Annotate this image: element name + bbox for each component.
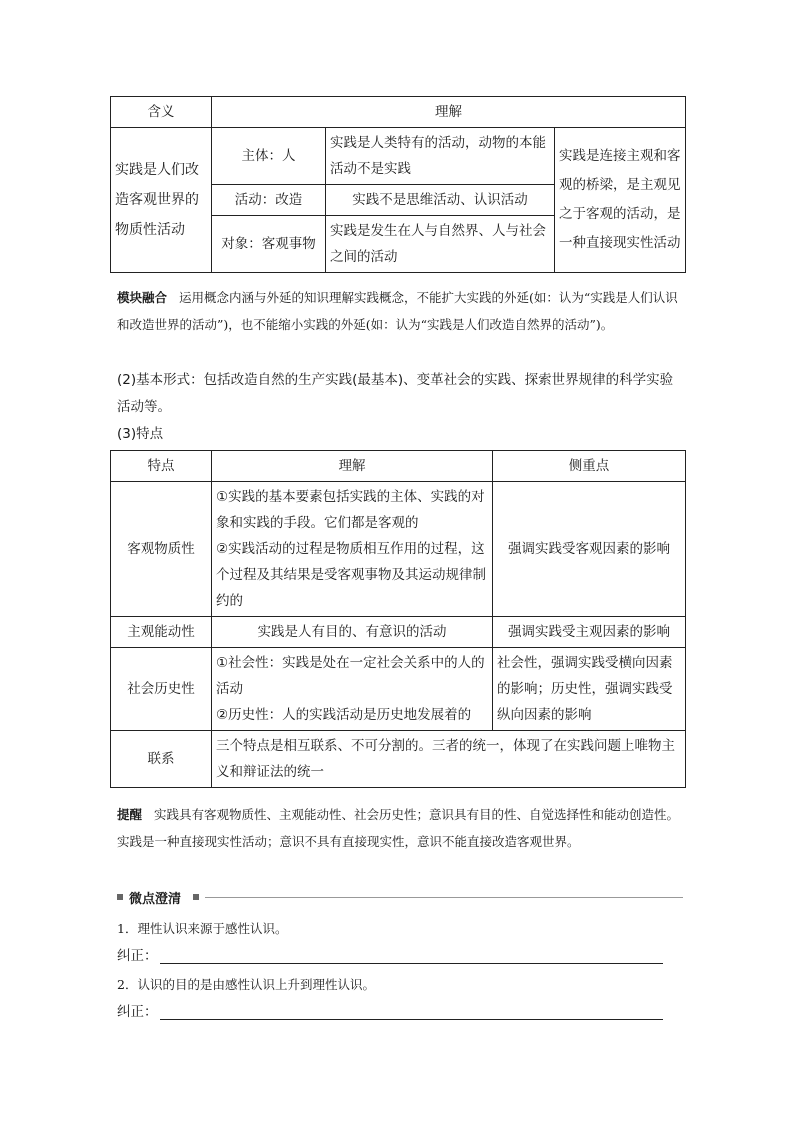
table1-row-label: 主体：人 <box>212 128 326 185</box>
practice-meaning-table <box>110 96 686 273</box>
answer-blank-line[interactable] <box>160 963 663 964</box>
features-heading: (3)特点 <box>117 426 164 442</box>
reminder-text: 实践具有客观物质性、主观能动性、社会历史性；意识具有目的性、自觉选择性和能动创造性。实践是一种直接现实性活动；意识不具有直接现实性，意识不能直接改造客观世界。 <box>117 807 679 849</box>
table1-meaning-cell: 实践是人们改造客观世界的物质性活动 <box>111 128 212 273</box>
table2-focus-cell: 强调实践受主观因素的影响 <box>493 617 686 648</box>
module-note-label: 模块融合 <box>117 290 168 305</box>
table2-line: ①社会性：实践是处在一定社会关系中的人的活动 <box>216 655 485 697</box>
answer-blank-line[interactable] <box>160 1019 663 1020</box>
table1-row-text: 实践是人类特有的活动，动物的本能活动不是实践 <box>326 128 555 185</box>
table2-understanding-cell: 三个特点是相互联系、不可分割的。三者的统一，体现了在实践问题上唯物主义和辩证法的统一 <box>212 731 686 788</box>
table2-feature-cell: 主观能动性 <box>111 617 212 648</box>
reminder-label: 提醒 <box>117 807 143 822</box>
table2-understanding-cell <box>212 482 493 617</box>
correct-label: 纠正： <box>117 948 158 964</box>
table1-row-text: 实践是发生在人与自然界、人与社会之间的活动 <box>326 216 555 273</box>
table2-focus-cell: 强调实践受客观因素的影响 <box>493 482 686 617</box>
table1-summary-cell: 实践是连接主观和客观的桥梁，是主观见之于客观的活动，是一种直接现实性活动 <box>555 128 686 273</box>
clarify-item-text: 2．认识的目的是由感性认识上升到理性认识。 <box>117 977 375 992</box>
reminder-note <box>117 801 685 855</box>
square-bullet-icon <box>193 894 199 900</box>
clarify-item-text: 1．理性认识来源于感性认识。 <box>117 921 288 936</box>
table2-feature-cell: 联系 <box>111 731 212 788</box>
table1-header-meaning: 含义 <box>111 97 212 128</box>
table1-header-understanding: 理解 <box>212 97 686 128</box>
module-note-text: 运用概念内涵与外延的知识理解实践概念，不能扩大实践的外延(如：认为“实践是人们认识和改造世界的活动”)，也不能缩小实践的外延(如：认为“实践是人们改造自然界的活动”)。 <box>117 290 678 332</box>
table2-line: ②历史性：人的实践活动是历史地发展着的 <box>216 707 472 723</box>
square-bullet-icon <box>117 894 123 900</box>
table2-understanding-cell <box>212 648 493 731</box>
table1-row-text: 实践不是思维活动、认识活动 <box>326 185 555 216</box>
table2-header-feature: 特点 <box>111 451 212 482</box>
table2-feature-cell: 客观物质性 <box>111 482 212 617</box>
table2-header-focus: 侧重点 <box>493 451 686 482</box>
practice-features-table <box>110 450 686 788</box>
table2-line: ①实践的基本要素包括实践的主体、实践的对象和实践的手段。它们都是客观的 <box>216 489 485 531</box>
module-note <box>117 284 685 338</box>
table2-line: ②实践活动的过程是物质相互作用的过程，这个过程及其结果是受客观事物及其运动规律制约的 <box>216 541 486 609</box>
table2-understanding-cell: 实践是人有目的、有意识的活动 <box>212 617 493 648</box>
table1-row-label: 对象：客观事物 <box>212 216 326 273</box>
table2-header-understanding: 理解 <box>212 451 493 482</box>
correct-label: 纠正： <box>117 1004 158 1020</box>
table2-focus-cell: 社会性，强调实践受横向因素的影响；历史性，强调实践受纵向因素的影响 <box>493 648 686 731</box>
clarify-header <box>117 888 685 908</box>
basic-forms-paragraph: (2)基本形式：包括改造自然的生产实践(最基本)、变革社会的实践、探索世界规律的科学实验活动等。 <box>117 372 674 415</box>
clarify-title: 微点澄清 <box>129 892 182 907</box>
table2-feature-cell: 社会历史性 <box>111 648 212 731</box>
section-divider <box>205 897 683 898</box>
table1-row-label: 活动：改造 <box>212 185 326 216</box>
